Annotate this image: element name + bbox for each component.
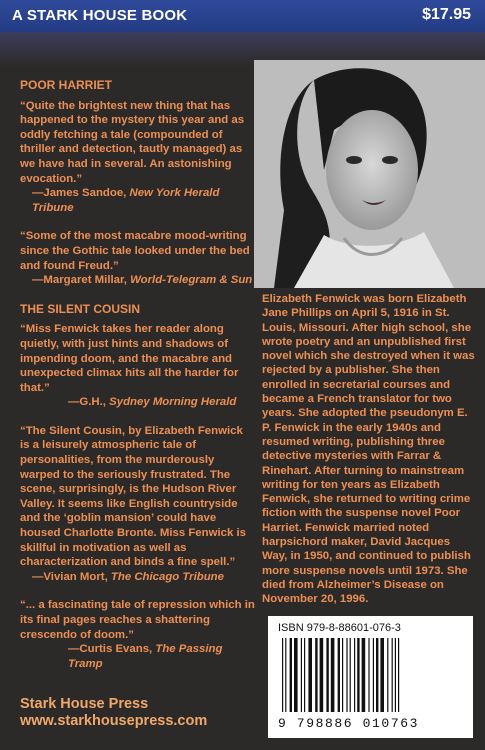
reviews-column bbox=[20, 78, 255, 685]
review-attribution: —Margaret Millar, World-Telegram & Sun bbox=[32, 274, 253, 287]
header-bar bbox=[0, 0, 485, 32]
book-title: POOR HARRIET bbox=[20, 78, 113, 92]
barcode-bar bbox=[354, 638, 355, 712]
author-portrait bbox=[254, 60, 485, 288]
barcode-bar bbox=[326, 638, 328, 712]
review-attribution: —Vivian Mort, The Chicago Tribune bbox=[32, 570, 224, 583]
book-title: THE SILENT COUSIN bbox=[20, 301, 141, 316]
barcode-panel bbox=[268, 616, 473, 738]
barcode-bar bbox=[398, 638, 399, 712]
barcode-bar bbox=[350, 638, 351, 712]
publisher-url[interactable]: www.starkhousepress.com bbox=[20, 713, 208, 729]
barcode-bar bbox=[362, 638, 366, 712]
review-quote: “Quite the brightest new thing that has happened to the mystery this year and as oddly fetching a tale (compounded of thriller and detection, tautly managed) as we have had in several. An astonishing evocation.” bbox=[20, 99, 245, 185]
barcode-bar bbox=[368, 638, 369, 712]
barcode-bar bbox=[373, 638, 374, 712]
barcode-bar bbox=[387, 638, 388, 712]
barcode-bar bbox=[304, 638, 305, 712]
review-attribution: —Curtis Evans, The Passing Tramp bbox=[68, 643, 223, 670]
barcode-bar bbox=[331, 638, 335, 712]
review-quote: “... a fascinating tale of repression which in its final pages reaches a shattering crescendo of doom.” bbox=[20, 599, 255, 641]
publisher-block bbox=[20, 696, 207, 730]
barcode-bar bbox=[338, 638, 340, 712]
barcode-bar bbox=[342, 638, 343, 712]
price-label: $17.95 bbox=[422, 6, 471, 23]
barcode-bar bbox=[290, 638, 292, 712]
barcode-bar bbox=[346, 638, 347, 712]
barcode-bar bbox=[392, 638, 393, 712]
barcode-graphic bbox=[278, 638, 463, 714]
review-attribution: —James Sandoe, New York Herald Tribune bbox=[32, 187, 220, 214]
barcode-bar bbox=[282, 638, 283, 712]
book-section-poor-harriet bbox=[20, 78, 255, 288]
publisher-name: Stark House Press bbox=[20, 696, 149, 712]
barcode-bar bbox=[301, 638, 302, 712]
barcode-bar bbox=[320, 638, 324, 712]
book-section-silent-cousin bbox=[20, 302, 255, 672]
barcode-bar bbox=[395, 638, 396, 712]
barcode-bar bbox=[315, 638, 317, 712]
barcode-bar bbox=[294, 638, 298, 712]
review-quote: “The Silent Cousin, by Elizabeth Fenwick is a leisurely atmospheric tale of personalities, from the murderously warped to the seriously frustrated. The scene, surprisingly, is the Hudson River Valley. It seems like English countryside and the ‘goblin mansion’ could have housed Charlotte Bronte. Miss Fenwick is skillful in motivation as well as characterization and binds a fine spell.” bbox=[20, 424, 246, 569]
series-label: A STARK HOUSE BOOK bbox=[12, 7, 188, 24]
isbn-label: ISBN 979-8-88601-076-3 bbox=[278, 622, 401, 634]
author-bio: Elizabeth Fenwick was born Elizabeth Jane Phillips on April 5, 1916 in St. Louis, Missouri. After high school, she wrote poetry and an unpublished first novel which she destroyed when it was rejected by a publisher. She then enrolled in secretarial courses and became a French translator for two years. She adopted the pseudonym E. P. Fenwick in the early 1940s and resumed writing, publishing three detective mysteries with Farrar & Rinehart. After turning to mainstream writing for ten years as Elizabeth Fenwick, she returned to writing crime fiction with the suspense novel Poor Harriet. Fenwick married noted harpsichord maker, David Jacques Way, in 1950, and continued to publish more suspense novels until 1973. She died from Alzheimer’s Disease on November 20, 1996. bbox=[262, 293, 475, 606]
barcode-bar bbox=[380, 638, 384, 712]
barcode-bar bbox=[308, 638, 312, 712]
barcode-bar bbox=[357, 638, 359, 712]
review-quote: “Miss Fenwick takes her reader along quietly, with just hints and shadows of impending doom, and the macabre and unexpected climax hits all the harder for that.” bbox=[20, 323, 239, 394]
review-attribution: —G.H., Sydney Morning Herald bbox=[68, 396, 237, 409]
review-quote: “Some of the most macabre mood-writing since the Gothic tale looked under the bed and found Freud.” bbox=[20, 230, 250, 272]
barcode-number: 9 798886 010763 bbox=[278, 716, 420, 731]
barcode-bar bbox=[285, 638, 286, 712]
barcode-bar bbox=[376, 638, 378, 712]
portrait-image bbox=[254, 60, 485, 288]
